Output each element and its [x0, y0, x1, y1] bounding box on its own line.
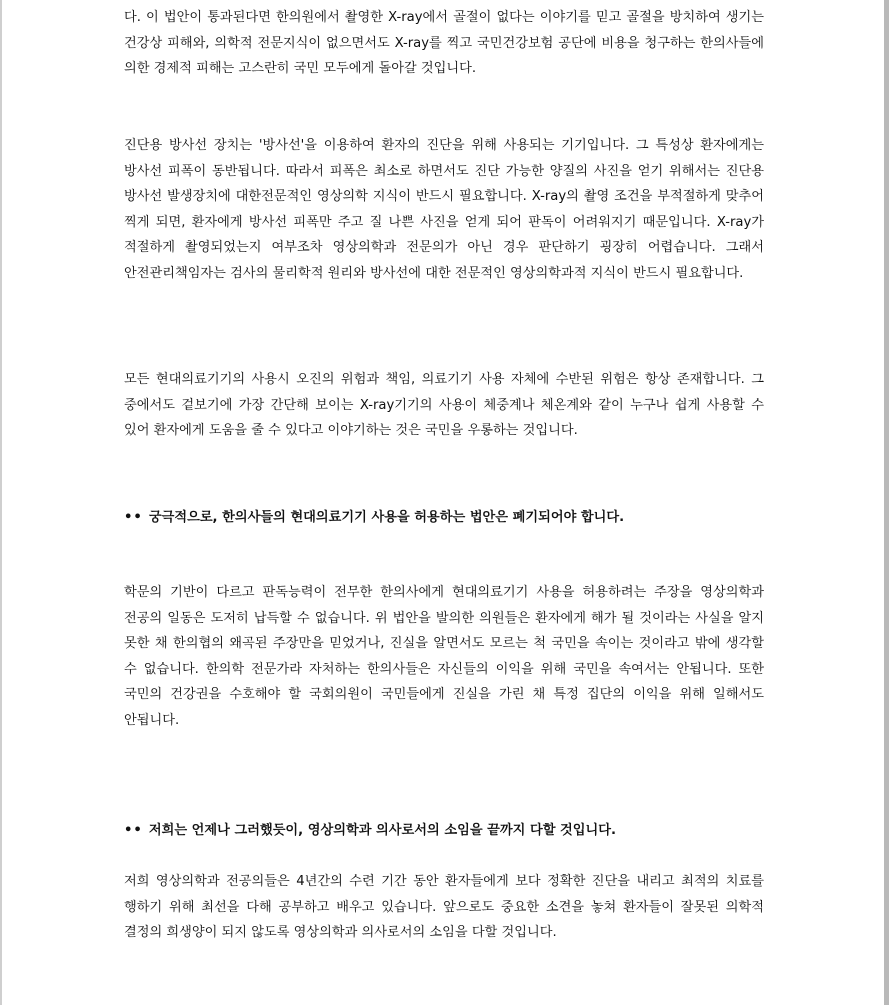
section-heading-2-text: 저희는 언제나 그러했듯이, 영상의학과 의사로서의 소임을 끝까지 다할 것입니다. [148, 823, 616, 838]
paragraph-2: 진단용 방사선 장치는 '방사선'을 이용하여 환자의 진단을 위해 사용되는 기기입니다. 그 특성상 환자에게는 방사선 피폭이 동반됩니다. 따라서 피폭은 최소로 하면서도 진단 가능한 양질의 사진을 얻기 위해서는 진단용 방사선 발생장치에 대한전문적인 영상의학 지식이 반드시 필요합니다. X-ray의 촬영 조건을 부적절하게 맞추어 찍게 되면, 환자에게 방사선 피폭만 주고 질 나쁜 사진을 얻게 되어 판독이 어려워지기 때문입니다. X-ray가 적절하게 촬영되었는지 여부조차 영상의학과 전문의가 아닌 경우 판단하기 굉장히 어렵습니다. 그래서 안전관리책임자는 검사의 물리학적 원리와 방사선에 대한 전문적인 영상의학과적 지식이 반드시 필요합니다. [124, 138, 764, 281]
section-heading-1-text: 궁극적으로, 한의사들의 현대의료기기 사용을 허용하는 법안은 폐기되어야 합니다. [148, 510, 625, 525]
bullet-icon: •• [124, 510, 143, 525]
paragraph-1: 다. 이 법안이 통과된다면 한의원에서 촬영한 X-ray에서 골절이 없다는 이야기를 믿고 골절을 방치하여 생기는 건강상 피해와, 의학적 전문지식이 없으면서도 X-ray를 찍고 국민건강보험 공단에 비용을 청구하는 한의사들에 의한 경제적 피해는 고스란히 국민 모두에게 돌아갈 것입니다. [124, 10, 764, 77]
section-heading-2 [124, 818, 764, 844]
paragraph-3: 모든 현대의료기기의 사용시 오진의 위험과 책임, 의료기기 사용 자체에 수반된 위험은 항상 존재합니다. 그 중에서도 겉보기에 가장 간단해 보이는 X-ray기기의 사용이 체중계나 체온계와 같이 누구나 쉽게 사용할 수 있어 환자에게 도움을 줄 수 있다고 이야기하는 것은 국민을 우롱하는 것입니다. [124, 372, 764, 439]
paragraph-5: 저희 영상의학과 전공의들은 4년간의 수련 기간 동안 환자들에게 보다 정확한 진단을 내리고 최적의 치료를 행하기 위해 최선을 다해 공부하고 배우고 있습니다. 앞으로도 중요한 소견을 놓쳐 환자들이 잘못된 의학적 결정의 희생양이 되지 않도록 영상의학과 의사로서의 소임을 다할 것입니다. [124, 874, 764, 941]
paragraph-4: 학문의 기반이 다르고 판독능력이 전무한 한의사에게 현대의료기기 사용을 허용하려는 주장을 영상의학과 전공의 일동은 도저히 납득할 수 없습니다. 위 법안을 발의한 의원들은 환자에게 해가 될 것이라는 사실을 알지 못한 채 한의협의 왜곡된 주장만을 믿었거나, 진실을 알면서도 모르는 척 국민을 속이는 것이라고 밖에 생각할 수 없습니다. 한의학 전문가라 자처하는 한의사들은 자신들의 이익을 위해 국민을 속여서는 안됩니다. 또한 국민의 건강권을 수호해야 할 국회의원이 국민들에게 진실을 가린 채 특정 집단의 이익을 위해 일해서도 안됩니다. [124, 585, 764, 728]
bullet-icon: •• [124, 823, 143, 838]
section-heading-1 [124, 505, 764, 531]
